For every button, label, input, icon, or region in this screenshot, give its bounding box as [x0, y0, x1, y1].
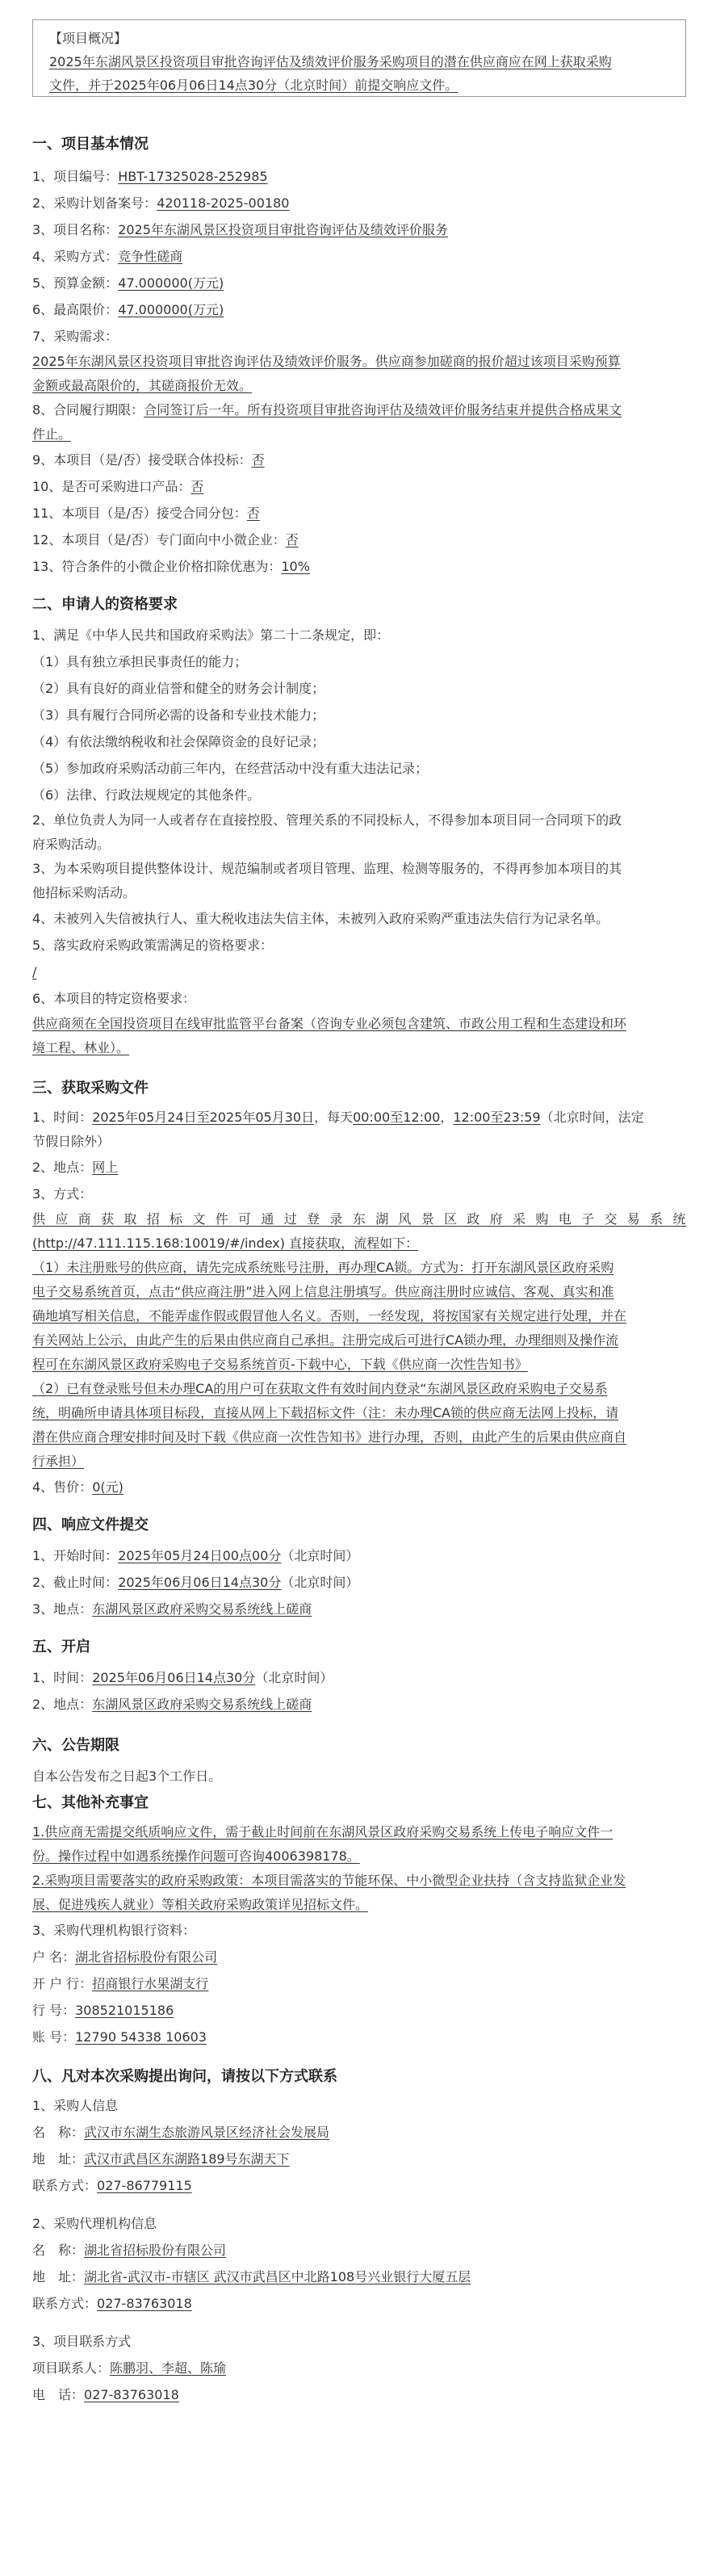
qualification-sub-item: （5）参加政府采购活动前三年内，在经营活动中没有重大违法记录； — [32, 761, 429, 776]
overview-text-line2: 文件，并于2025年06月06日14点30分（北京时间）前提交响应文件。 — [49, 78, 458, 93]
overview-text-line1: 2025年东湖风景区投资项目审批咨询评估及绩效评价服务采购项目的潜在供应商应在网上获取采购 — [49, 54, 612, 69]
obtain-step1-line: 程可在东湖风景区政府采购电子交易系统首页-下载中心，下载《供应商一次性告知书》 — [32, 1357, 528, 1372]
purchaser-address: 地 址：武汉市武昌区东湖路189号东湖天下 — [32, 2151, 290, 2167]
agency-name: 名 称：湖北省招标股份有限公司 — [32, 2242, 227, 2258]
bank-account-number: 账 号：12790 54338 10603 — [32, 2029, 207, 2045]
obtain-step1-line: 确地填写相关信息，不能弄虚作假或假冒他人名义。否则，一经发现，将按国家有关规定进行处理，并在 — [32, 1308, 627, 1324]
procurement-plan-number: 2、采购计划备案号：420118-2025-00180 — [32, 195, 290, 211]
sme-price-deduction: 13、符合条件的小微企业价格扣除优惠为：10% — [32, 559, 310, 574]
section-supplementary-title: 七、其他补充事宜 — [32, 1794, 149, 1811]
bank-branch: 开 户 行：招商银行水果湖支行 — [32, 1976, 209, 1991]
overview-title: 【项目概况】 — [49, 31, 128, 46]
supplementary-p2-line: 展、促进残疾人就业）等相关政府采购政策详见招标文件。 — [32, 1897, 369, 1912]
bank-account-name: 户 名：湖北省招标股份有限公司 — [32, 1949, 218, 1965]
purchaser-name: 名 称：武汉市东湖生态旅游风景区经济社会发展局 — [32, 2125, 330, 2140]
imported-products: 10、是否可采购进口产品：否 — [32, 479, 204, 494]
obtain-price: 4、售价：0(元) — [32, 1479, 124, 1495]
obtain-step2-line: 潜在供应商合理安排时间及时下载《供应商一次性告知书》进行办理，否则，由此产生的后果由供应商自 — [32, 1429, 627, 1445]
submission-end-time: 2、截止时间：2025年06月06日14点30分（北京时间） — [32, 1575, 359, 1590]
contract-subcontract: 11、本项目（是/否）接受合同分包：否 — [32, 506, 260, 521]
purchaser-info-title: 1、采购人信息 — [32, 2098, 119, 2113]
budget-amount: 5、预算金额：47.000000(万元) — [32, 275, 224, 291]
qualification-p2-line2: 府采购活动。 — [32, 837, 111, 852]
qualification-sub-item: （6）法律、行政法规规定的其他条件。 — [32, 787, 261, 803]
submission-start-time: 1、开始时间：2025年05月24日00点00分（北京时间） — [32, 1548, 359, 1563]
project-name: 3、项目名称：2025年东湖风景区投资项目审批咨询评估及绩效评价服务 — [32, 222, 448, 237]
qualification-p3-line2: 他招标采购活动。 — [32, 885, 136, 900]
qualification-p2-line1: 2、单位负责人为同一人或者存在直接控股、管理关系的不同投标人，不得参加本项目同一合同项下的政 — [32, 812, 622, 828]
agency-address: 地 址：湖北省-武汉市-市辖区 武汉市武昌区中北路108号兴业银行大厦五层 — [32, 2269, 471, 2284]
project-contact-phone: 电 话：027-83763018 — [32, 2387, 179, 2402]
announcement-page — [32, 19, 686, 2408]
opening-place: 2、地点：东湖风景区政府采购交易系统线上磋商 — [32, 1697, 312, 1712]
supplementary-bank-heading: 3、采购代理机构银行资料： — [32, 1923, 196, 1938]
obtain-step2-line: 统，明确所申请具体项目标段，直接从网上下载招标文件（注：未办理CA锁的供应商无法网上投标，请 — [32, 1405, 619, 1420]
sme-oriented: 12、本项目（是/否）专门面向中小微企业：否 — [32, 532, 299, 548]
qualification-sub-item: （2）具有良好的商业信誉和健全的财务会计制度； — [32, 681, 325, 696]
opening-time: 1、时间：2025年06月06日14点30分（北京时间） — [32, 1670, 333, 1685]
section-submission-title: 四、响应文件提交 — [32, 1517, 149, 1533]
supplementary-p1-line: 份。操作过程中如遇系统操作问题可咨询4006398178。 — [32, 1848, 360, 1864]
supplementary-p2-line: 2.采购项目需要落实的政府采购政策：本项目需落实的节能环保、中小微型企业扶持（含支持监狱企业发 — [32, 1873, 626, 1888]
maximum-price: 6、最高限价：47.000000(万元) — [32, 302, 224, 317]
section-qualification-title: 二、申请人的资格要求 — [32, 596, 178, 613]
obtain-time-line2: 节假日除外） — [32, 1134, 111, 1149]
agency-info-title: 2、采购代理机构信息 — [32, 2216, 157, 2231]
section-basic-info-title: 一、项目基本情况 — [32, 136, 149, 153]
obtain-step2-line: （2）已有登录账号但未办理CA的用户可在获取文件有效时间内登录“东湖风景区政府采购电子交易系 — [32, 1381, 608, 1396]
section-obtain-docs-title: 三、获取采购文件 — [32, 1080, 149, 1097]
qualification-intro: 1、满足《中华人民共和国政府采购法》第二十二条规定，即： — [32, 627, 390, 643]
obtain-step1-line: 有关网站上公示，由此产生的后果由供应商自己承担。注册完成后可进行CA锁办理，办理细则及操作流 — [32, 1332, 619, 1348]
procurement-demand-label: 7、采购需求： — [32, 329, 119, 344]
qualification-sub-item: （3）具有履行合同所必需的设备和专业技术能力； — [32, 707, 325, 723]
contract-period-line1: 8、合同履行期限：合同签订后一年。所有投资项目审批咨询评估及绩效评价服务结束并提供合格成果文 — [32, 402, 622, 417]
obtain-method-label: 3、方式： — [32, 1186, 93, 1202]
obtain-step1-line: 电子交易系统首页，点击“供应商注册”进入网上信息注册填写。供应商注册时应诚信、客观、真实和准 — [32, 1284, 614, 1299]
procurement-method: 4、采购方式：竞争性磋商 — [32, 249, 183, 264]
qualification-p5-value: / — [32, 964, 37, 980]
qualification-p6: 6、本项目的特定资格要求： — [32, 991, 196, 1006]
obtain-time-line1: 1、时间：2025年05月24日至2025年05月30日，每天00:00至12:00，12:00至23:59（北京时间，法定 — [32, 1110, 644, 1125]
qualification-p5: 5、落实政府采购政策需满足的资格要求： — [32, 938, 274, 953]
section-contact-title: 八、凡对本次采购提出询问，请按以下方式联系 — [32, 2068, 337, 2085]
obtain-method-line1: 供应商获取招标文件可通过登录东湖风景区政府采购电子交易系统 — [32, 1211, 686, 1227]
qualification-p6-value-line2: 境工程、林业）。 — [32, 1040, 130, 1055]
agency-contact: 联系方式：027-83763018 — [32, 2296, 192, 2311]
obtain-place: 2、地点：网上 — [32, 1160, 119, 1175]
section-notice-period-title: 六、公告期限 — [32, 1737, 119, 1754]
qualification-p6-value-line1: 供应商须在全国投资项目在线审批监管平台备案（咨询专业必须包含建筑、市政公用工程和生态建设和环 — [32, 1016, 627, 1031]
obtain-step2-line: 行承担） — [32, 1454, 85, 1469]
notice-period-text: 自本公告发布之日起3个工作日。 — [32, 1768, 222, 1784]
procurement-demand-line2: 金额或最高限价的，其磋商报价无效。 — [32, 378, 253, 393]
qualification-sub-item: （1）具有独立承担民事责任的能力； — [32, 654, 248, 669]
joint-bid: 9、本项目（是/否）接受联合体投标：否 — [32, 452, 265, 468]
project-contact-title: 3、项目联系方式 — [32, 2334, 132, 2349]
section-opening-title: 五、开启 — [32, 1638, 90, 1655]
project-number: 1、项目编号：HBT-17325028-252985 — [32, 169, 268, 184]
qualification-p4: 4、未被列入失信被执行人、重大税收违法失信主体，未被列入政府采购严重违法失信行为记录名单。 — [32, 911, 609, 926]
project-overview-box — [32, 19, 686, 97]
submission-place: 3、地点：东湖风景区政府采购交易系统线上磋商 — [32, 1601, 312, 1617]
purchaser-contact: 联系方式：027-86779115 — [32, 2178, 192, 2193]
obtain-method-line2: (http://47.111.115.168:10019/#/index) 直接获取，流程如下： — [32, 1236, 419, 1251]
qualification-sub-item: （4）有依法缴纳税收和社会保障资金的良好记录； — [32, 734, 325, 749]
obtain-step1-line: （1）未注册账号的供应商，请先完成系统账号注册，再办理CA锁。方式为：打开东湖风景区政府采购 — [32, 1260, 614, 1275]
contract-period-line2: 件止。 — [32, 426, 72, 442]
supplementary-p1-line: 1.供应商无需提交纸质响应文件，需于截止时间前在东湖风景区政府采购交易系统上传电子响应文件一 — [32, 1824, 613, 1840]
qualification-p3-line1: 3、为本采购项目提供整体设计、规范编制或者项目管理、监理、检测等服务的，不得再参加本项目的其 — [32, 861, 622, 876]
project-contact-people: 项目联系人：陈鹏羽、李超、陈瑜 — [32, 2360, 227, 2376]
procurement-demand-line1: 2025年东湖风景区投资项目审批咨询评估及绩效评价服务。供应商参加磋商的报价超过该项目采购预算 — [32, 354, 621, 369]
bank-code: 行 号：308521015186 — [32, 2003, 174, 2018]
